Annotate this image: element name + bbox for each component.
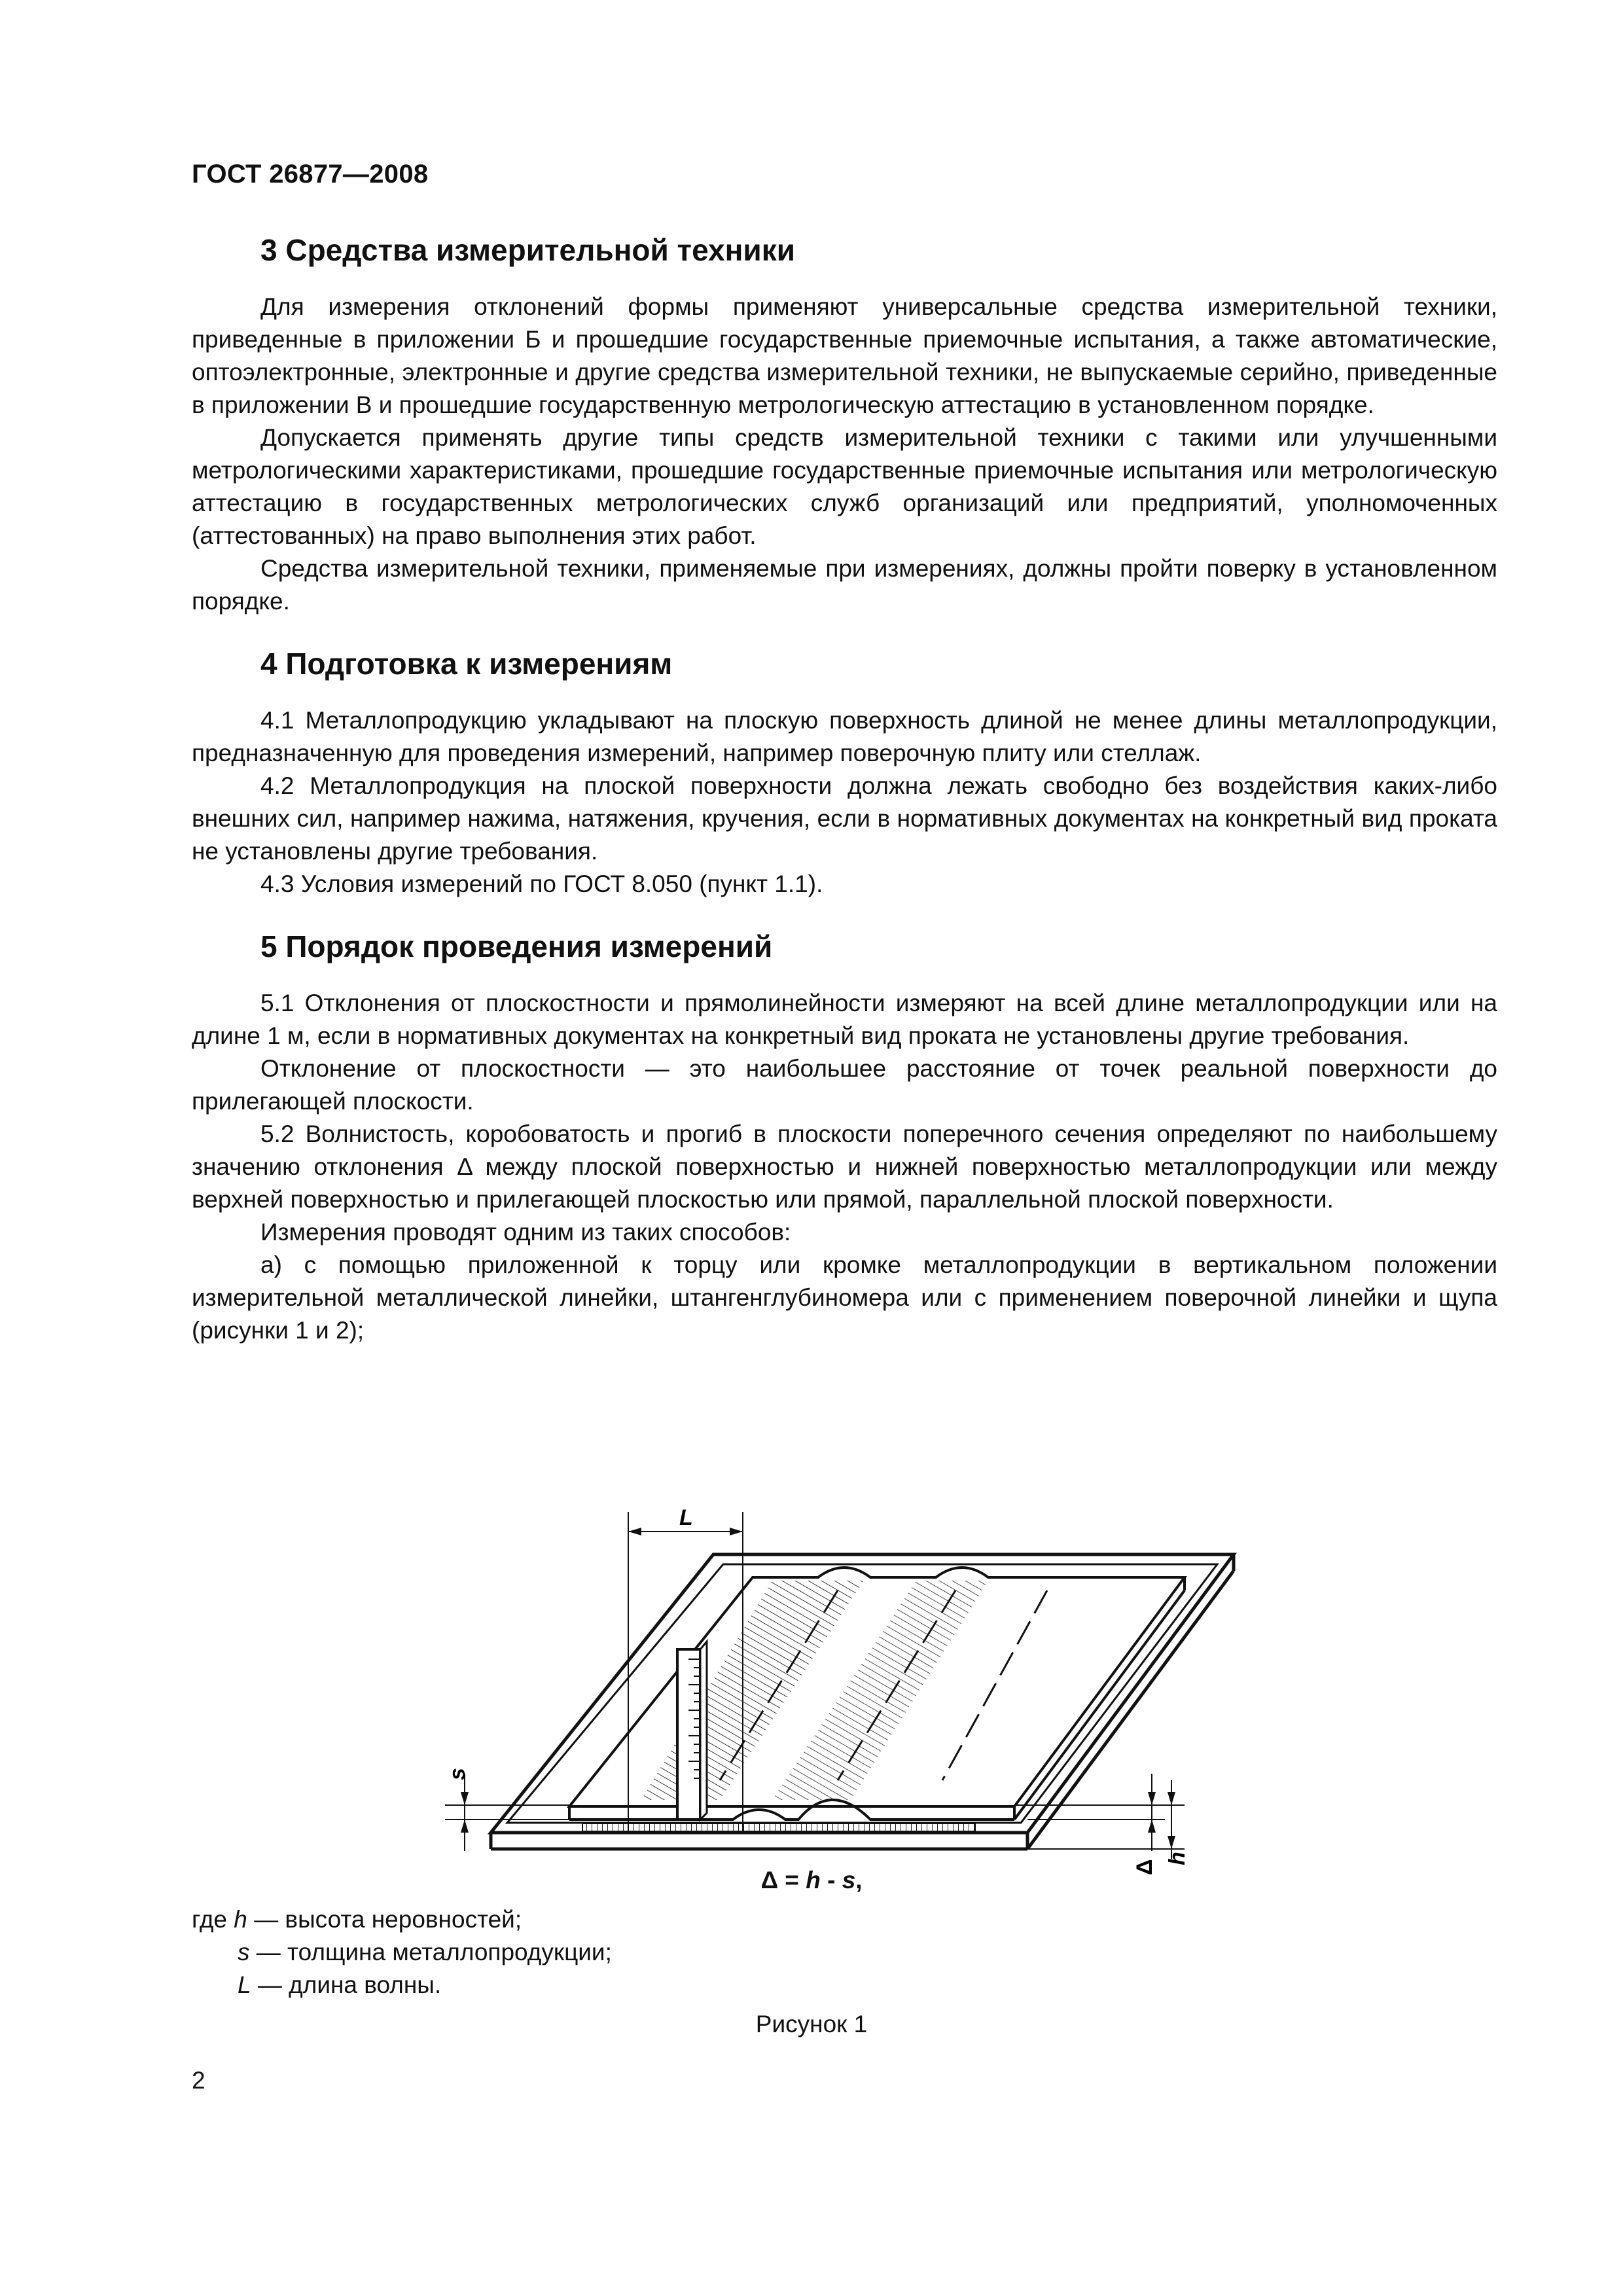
paragraph: Измерения проводят одним из таких способов: (260, 1219, 791, 1246)
metal-sheet (569, 1568, 1185, 1820)
legend-text: — толщина металлопродукции; (249, 1939, 612, 1965)
formula-tail: , (855, 1867, 863, 1893)
formula-s: s (842, 1867, 856, 1893)
paragraph: а) с помощью приложенной к торцу или кромке металлопродукции в вертикальном положении измерительной металлической линейки, штангенглубиномера или с применением поверочной линейки и щупа (рисунки 1 и 2); (192, 1251, 1497, 1344)
section-title: 4 Подготовка к измерениям (260, 647, 673, 681)
section-title: 3 Средства измерительной техники (260, 233, 795, 267)
legend-row (192, 1903, 612, 1936)
label-delta: Δ (1132, 1859, 1157, 1875)
page-number: 2 (192, 2067, 205, 2094)
figure-legend (192, 1903, 612, 2001)
label-s: s (445, 1768, 470, 1780)
legend-row (192, 1936, 612, 1969)
measuring-ruler (677, 1641, 707, 1820)
formula-lhs: Δ = (760, 1867, 806, 1893)
base-ruler (582, 1823, 975, 1831)
figure-1-drawing (445, 1492, 1270, 1885)
legend-symbol: L (238, 1971, 251, 1998)
formula-h: h (806, 1867, 821, 1893)
document-header: ГОСТ 26877—2008 (192, 160, 429, 188)
paragraph: 4.2 Металлопродукция на плоской поверхности должна лежать свободно без воздействия каких-либо внешних сил, например нажима, натяжения, кручения, если в нормативных документах на конкретный вид проката не установлены другие требования. (192, 772, 1497, 865)
legend-symbol: s (238, 1939, 250, 1965)
paragraph: Для измерения отклонений формы применяют универсальные средства измерительной техники, приведенные в приложении Б и прошедшие государственные приемочные испытания, а также автоматические, оптоэлектронные, электронные и другие средства измерительной техники, не выпускаемые серийно, приведенные в приложении В и прошедшие государственную метрологическую аттестацию в установленном порядке. (192, 293, 1497, 418)
paragraph: 5.2 Волнистость, коробоватость и прогиб в плоскости поперечного сечения определяют по наибольшему значению отклонения Δ между плоской поверхностью и нижней поверхностью металлопродукции или между верхней поверхностью и прилегающей плоскостью или прямой, параллельной плоской поверхности. (192, 1121, 1497, 1213)
figure-formula (0, 1867, 1623, 1894)
section-title: 5 Порядок проведения измерений (260, 929, 773, 963)
document-body (192, 216, 1497, 1373)
figure-caption: Рисунок 1 (755, 2011, 868, 2037)
paragraph: Отклонение от плоскостности — это наибольшее расстояние от точек реальной поверхности до прилегающей плоскости. (192, 1055, 1497, 1115)
paragraph: Средства измерительной техники, применяемые при измерениях, должны пройти поверку в установленном порядке. (192, 555, 1497, 615)
legend-row (192, 1969, 612, 2001)
legend-text: — высота неровностей; (247, 1906, 522, 1933)
section-3 (192, 230, 1497, 618)
thickness-dimension (445, 1768, 569, 1851)
paragraph: 5.1 Отклонения от плоскостности и прямолинейности измеряют на всей длине металлопродукции или на длине 1 м, если в нормативных документах на конкретный вид проката не установлены другие требования. (192, 990, 1497, 1049)
legend-symbol: h (234, 1906, 247, 1933)
formula-minus: - (820, 1867, 842, 1893)
legend-text: — длина волны. (251, 1971, 442, 1998)
label-h: h (1165, 1852, 1190, 1865)
section-4 (192, 644, 1497, 901)
paragraph: Допускается применять другие типы средств измерительной техники с такими или улучшенными метрологическими характеристиками, прошедшие государственные приемочные испытания или метрологическую аттестацию в государственных метрологических служб организаций или предприятий, уполномоченных (аттестованных) на право выполнения этих работ. (192, 424, 1497, 549)
height-dimension (1014, 1774, 1190, 1875)
section-5 (192, 927, 1497, 1347)
paragraph: 4.1 Металлопродукцию укладывают на плоскую поверхность длиной не менее длины металлопродукции, предназначенную для проведения измерений, например поверочную плиту или стеллаж. (192, 707, 1497, 766)
label-L: L (679, 1505, 693, 1530)
paragraph: 4.3 Условия измерений по ГОСТ 8.050 (пункт 1.1). (260, 870, 823, 897)
legend-prefix: где (192, 1906, 234, 1933)
